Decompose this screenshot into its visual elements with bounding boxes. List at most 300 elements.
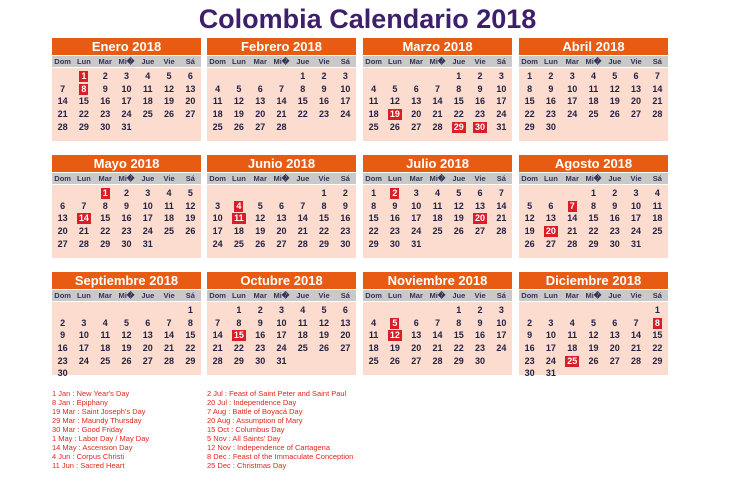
day-cell: 12 <box>524 213 535 224</box>
day-cell: 17 <box>142 213 153 224</box>
day-cell: 25 <box>100 355 111 366</box>
month-1 <box>52 38 201 141</box>
day-cell: 1 <box>654 305 660 315</box>
day-cell: 31 <box>121 121 132 132</box>
days-grid <box>519 185 668 250</box>
empty-cell <box>271 187 292 200</box>
day-cell: 21 <box>567 226 578 237</box>
weekday-label: Sá <box>185 291 195 300</box>
weekday-header <box>363 56 512 68</box>
weekday-label: Vie <box>318 174 330 183</box>
empty-cell <box>207 70 228 83</box>
day-cell: 7 <box>654 71 660 81</box>
holiday-entry: 5 Nov : All Saints' Day <box>207 434 281 443</box>
weekday-label: Lun <box>544 174 558 183</box>
day-cell: 5 <box>236 83 242 94</box>
empty-cell <box>116 304 137 317</box>
day-cell: 7 <box>166 317 172 328</box>
holiday-entry: 7 Aug : Battle of Boyacá Day <box>207 407 303 416</box>
day-cell: 22 <box>319 226 330 237</box>
weekday-label: Mar <box>98 291 112 300</box>
day-cell: 24 <box>212 238 223 249</box>
day-cell: 13 <box>631 83 642 94</box>
weekday-label: Vie <box>474 174 486 183</box>
day-cell: 8 <box>236 317 242 328</box>
month-8 <box>519 155 668 258</box>
day-cell: 27 <box>142 355 153 366</box>
day-cell: 15 <box>297 96 308 107</box>
day-cell: 3 <box>633 188 639 198</box>
weekday-label: Dom <box>521 291 538 300</box>
day-cell: 13 <box>276 213 287 224</box>
day-cell: 6 <box>60 200 66 211</box>
month-title: Junio 2018 <box>207 155 356 173</box>
day-cell: 28 <box>276 121 287 132</box>
day-cell: 5 <box>187 188 193 198</box>
day-cell: 27 <box>411 121 422 132</box>
page-title: Colombia Calendario 2018 <box>198 4 537 34</box>
day-cell: 18 <box>368 109 379 120</box>
day-cell: 11 <box>588 83 599 94</box>
day-cell: 18 <box>164 213 175 224</box>
day-cell: 10 <box>121 83 132 94</box>
day-cell: 21 <box>652 96 663 107</box>
weekday-header <box>52 56 201 68</box>
days-grid <box>363 68 512 133</box>
day-cell: 3 <box>342 71 348 81</box>
day-cell: 10 <box>631 200 642 211</box>
day-cell: 22 <box>652 343 663 354</box>
weekday-label: Dom <box>365 174 382 183</box>
month-10 <box>207 272 356 375</box>
day-cell: 21 <box>432 343 443 354</box>
day-cell: 5 <box>321 305 327 315</box>
day-cell: 27 <box>545 238 556 249</box>
day-cell: 23 <box>121 226 132 237</box>
day-cell: 23 <box>524 355 535 366</box>
empty-cell <box>363 304 384 317</box>
empty-cell <box>250 70 271 83</box>
day-cell: 17 <box>411 213 422 224</box>
day-cell: 1 <box>187 305 193 315</box>
day-cell: 10 <box>411 200 422 211</box>
day-cell: 30 <box>121 238 132 249</box>
empty-cell <box>427 304 448 317</box>
weekday-label: Mi� <box>273 57 290 66</box>
day-cell: 5 <box>166 71 172 81</box>
day-cell: 1 <box>527 71 533 81</box>
day-cell: 30 <box>609 238 620 249</box>
day-cell: 13 <box>57 213 68 224</box>
empty-cell <box>250 187 271 200</box>
holiday-day: 8 <box>81 83 87 94</box>
holiday-day: 20 <box>475 213 486 224</box>
weekday-label: Mi� <box>429 174 446 183</box>
day-cell: 26 <box>588 355 599 366</box>
day-cell: 14 <box>57 96 68 107</box>
day-cell: 23 <box>389 226 400 237</box>
day-cell: 1 <box>300 71 306 81</box>
day-cell: 24 <box>496 109 507 120</box>
weekday-label: Mi� <box>429 57 446 66</box>
day-cell: 29 <box>185 355 196 366</box>
weekday-label: Jue <box>608 291 622 300</box>
day-cell: 12 <box>233 96 244 107</box>
weekday-header <box>52 173 201 185</box>
day-cell: 1 <box>456 305 462 315</box>
holiday-entry: 2 Jul : Feast of Saint Peter and Saint Paul <box>207 389 347 398</box>
empty-cell <box>540 187 561 200</box>
weekday-label: Mar <box>253 291 267 300</box>
day-cell: 14 <box>567 213 578 224</box>
day-cell: 16 <box>57 343 68 354</box>
day-cell: 12 <box>609 83 620 94</box>
day-cell: 29 <box>652 355 663 366</box>
day-cell: 18 <box>233 226 244 237</box>
day-cell: 17 <box>496 96 507 107</box>
holiday-entry: 1 May : Labor Day / May Day <box>52 434 150 443</box>
day-cell: 10 <box>212 213 223 224</box>
day-cell: 25 <box>368 121 379 132</box>
day-cell: 6 <box>413 83 419 94</box>
empty-cell <box>384 70 405 83</box>
day-cell: 27 <box>276 238 287 249</box>
day-cell: 29 <box>78 121 89 132</box>
day-cell: 25 <box>588 109 599 120</box>
day-cell: 28 <box>78 238 89 249</box>
weekday-label: Dom <box>209 291 226 300</box>
day-cell: 19 <box>164 96 175 107</box>
holiday-day: 4 <box>236 200 242 211</box>
days-grid <box>52 302 201 380</box>
day-cell: 26 <box>524 238 535 249</box>
weekday-label: Mar <box>253 57 267 66</box>
holiday-day: 29 <box>453 121 464 132</box>
day-cell: 29 <box>100 238 111 249</box>
day-cell: 11 <box>432 200 443 211</box>
day-cell: 17 <box>340 96 351 107</box>
day-cell: 16 <box>545 96 556 107</box>
day-cell: 26 <box>389 355 400 366</box>
day-cell: 25 <box>164 226 175 237</box>
day-cell: 20 <box>340 330 351 341</box>
day-cell: 19 <box>609 96 620 107</box>
weekday-label: Mi� <box>585 291 602 300</box>
day-cell: 5 <box>392 83 398 94</box>
weekday-label: Mi� <box>273 174 290 183</box>
empty-cell <box>406 70 427 83</box>
weekday-label: Jue <box>141 174 155 183</box>
day-cell: 4 <box>590 71 596 81</box>
day-cell: 2 <box>60 317 66 328</box>
weekday-label: Vie <box>630 174 642 183</box>
weekday-label: Dom <box>209 174 226 183</box>
day-cell: 24 <box>496 343 507 354</box>
day-cell: 27 <box>631 109 642 120</box>
day-cell: 4 <box>371 83 377 94</box>
day-cell: 9 <box>392 200 398 211</box>
day-cell: 10 <box>276 317 287 328</box>
day-cell: 26 <box>255 238 266 249</box>
days-grid <box>52 68 201 133</box>
day-cell: 6 <box>413 317 419 328</box>
day-cell: 7 <box>215 317 221 328</box>
weekday-label: Mi� <box>273 291 290 300</box>
day-cell: 24 <box>142 226 153 237</box>
weekday-label: Jue <box>608 57 622 66</box>
day-cell: 2 <box>477 71 483 81</box>
empty-cell <box>562 187 583 200</box>
day-cell: 11 <box>100 330 110 341</box>
weekday-label: Lun <box>232 174 246 183</box>
day-cell: 12 <box>588 330 599 341</box>
empty-cell <box>52 187 73 200</box>
day-cell: 6 <box>342 305 348 315</box>
weekday-label: Vie <box>163 291 175 300</box>
day-cell: 20 <box>142 343 153 354</box>
day-cell: 6 <box>612 317 618 328</box>
weekday-label: Jue <box>296 57 310 66</box>
day-cell: 5 <box>123 317 129 328</box>
weekday-label: Dom <box>54 291 71 300</box>
day-cell: 14 <box>297 213 308 224</box>
day-cell: 10 <box>142 200 153 211</box>
weekday-label: Lun <box>544 57 558 66</box>
weekday-label: Jue <box>452 57 466 66</box>
weekday-label: Sá <box>340 57 350 66</box>
weekday-label: Sá <box>496 57 506 66</box>
day-cell: 28 <box>432 121 443 132</box>
day-cell: 10 <box>567 83 578 94</box>
empty-cell <box>562 304 583 317</box>
day-cell: 15 <box>78 96 89 107</box>
day-cell: 2 <box>527 317 533 328</box>
month-title: Mayo 2018 <box>52 155 201 173</box>
day-cell: 7 <box>633 317 639 328</box>
weekday-label: Dom <box>521 174 538 183</box>
day-cell: 18 <box>432 213 443 224</box>
day-cell: 11 <box>143 83 153 94</box>
day-cell: 28 <box>432 355 443 366</box>
day-cell: 9 <box>477 83 483 94</box>
day-cell: 28 <box>212 355 223 366</box>
weekday-label: Dom <box>365 291 382 300</box>
day-cell: 31 <box>276 355 287 366</box>
weekday-label: Sá <box>185 174 195 183</box>
days-grid <box>363 185 512 250</box>
day-cell: 1 <box>236 305 242 315</box>
month-4 <box>519 38 668 141</box>
day-cell: 31 <box>545 368 556 379</box>
day-cell: 12 <box>121 330 132 341</box>
day-cell: 8 <box>187 317 193 328</box>
day-cell: 10 <box>496 83 507 94</box>
weekday-label: Dom <box>209 57 226 66</box>
day-cell: 12 <box>255 213 266 224</box>
day-cell: 7 <box>300 200 306 211</box>
day-cell: 24 <box>545 355 556 366</box>
day-cell: 19 <box>453 213 464 224</box>
day-cell: 7 <box>81 200 87 211</box>
day-cell: 17 <box>545 343 556 354</box>
empty-cell <box>540 304 561 317</box>
month-12 <box>519 272 668 379</box>
day-cell: 24 <box>78 355 89 366</box>
day-cell: 11 <box>164 200 174 211</box>
day-cell: 29 <box>319 238 330 249</box>
empty-cell <box>73 187 94 200</box>
day-cell: 29 <box>368 238 379 249</box>
day-cell: 22 <box>297 109 308 120</box>
day-cell: 2 <box>257 305 263 315</box>
day-cell: 24 <box>121 109 132 120</box>
day-cell: 14 <box>496 200 507 211</box>
day-cell: 15 <box>588 213 599 224</box>
day-cell: 23 <box>609 226 620 237</box>
day-cell: 23 <box>255 343 266 354</box>
day-cell: 24 <box>340 109 351 120</box>
month-title: Abril 2018 <box>519 38 668 56</box>
day-cell: 9 <box>102 83 108 94</box>
day-cell: 23 <box>475 109 486 120</box>
weekday-label: Sá <box>340 291 350 300</box>
day-cell: 20 <box>57 226 68 237</box>
day-cell: 26 <box>389 121 400 132</box>
day-cell: 11 <box>298 317 308 328</box>
holiday-entry: 29 Mar : Maundy Thursday <box>52 416 142 425</box>
day-cell: 28 <box>496 226 507 237</box>
day-cell: 25 <box>297 343 308 354</box>
weekday-label: Mi� <box>585 57 602 66</box>
day-cell: 15 <box>524 96 535 107</box>
day-cell: 17 <box>567 96 578 107</box>
month-11 <box>363 272 512 375</box>
day-cell: 20 <box>411 109 422 120</box>
weekday-label: Jue <box>141 57 155 66</box>
day-cell: 27 <box>57 238 68 249</box>
day-cell: 12 <box>319 317 330 328</box>
weekday-label: Sá <box>652 291 662 300</box>
day-cell: 14 <box>631 330 642 341</box>
month-title: Enero 2018 <box>52 38 201 56</box>
day-cell: 23 <box>100 109 111 120</box>
day-cell: 20 <box>185 96 196 107</box>
day-cell: 28 <box>164 355 175 366</box>
day-cell: 30 <box>524 368 535 379</box>
day-cell: 19 <box>185 213 196 224</box>
day-cell: 21 <box>212 343 223 354</box>
day-cell: 24 <box>567 109 578 120</box>
weekday-label: Vie <box>630 291 642 300</box>
day-cell: 11 <box>368 330 379 341</box>
day-cell: 29 <box>524 121 535 132</box>
day-cell: 20 <box>276 226 287 237</box>
day-cell: 22 <box>185 343 196 354</box>
day-cell: 11 <box>652 200 663 211</box>
day-cell: 14 <box>164 330 175 341</box>
day-cell: 15 <box>453 96 464 107</box>
day-cell: 10 <box>340 83 351 94</box>
weekday-label: Lun <box>77 174 91 183</box>
weekday-label: Dom <box>54 57 71 66</box>
day-cell: 11 <box>567 330 577 341</box>
day-cell: 9 <box>527 330 533 341</box>
weekday-label: Mi� <box>429 291 446 300</box>
days-grid <box>207 185 356 250</box>
day-cell: 28 <box>297 238 308 249</box>
holiday-day: 25 <box>567 355 578 366</box>
day-cell: 13 <box>545 213 556 224</box>
day-cell: 26 <box>185 226 196 237</box>
day-cell: 29 <box>453 355 464 366</box>
day-cell: 10 <box>78 330 89 341</box>
weekday-label: Lun <box>388 174 402 183</box>
day-cell: 22 <box>524 109 535 120</box>
weekday-label: Vie <box>163 57 175 66</box>
month-6 <box>207 155 356 258</box>
day-cell: 19 <box>319 330 330 341</box>
day-cell: 3 <box>215 200 221 211</box>
day-cell: 3 <box>123 71 129 81</box>
day-cell: 8 <box>527 83 533 94</box>
day-cell: 21 <box>297 226 308 237</box>
day-cell: 26 <box>453 226 464 237</box>
empty-cell <box>625 304 646 317</box>
holiday-day: 11 <box>234 213 244 224</box>
day-cell: 20 <box>411 343 422 354</box>
day-cell: 3 <box>81 317 87 328</box>
day-cell: 15 <box>453 330 464 341</box>
day-cell: 10 <box>545 330 556 341</box>
day-cell: 20 <box>609 343 620 354</box>
holiday-day: 30 <box>475 121 486 132</box>
days-grid <box>207 68 356 133</box>
weekday-label: Lun <box>388 291 402 300</box>
day-cell: 17 <box>78 343 89 354</box>
holiday-entry: 1 Jan : New Year's Day <box>52 389 130 398</box>
weekday-label: Mar <box>565 57 579 66</box>
weekday-label: Mar <box>253 174 267 183</box>
holiday-day: 19 <box>389 108 400 119</box>
day-cell: 16 <box>524 343 535 354</box>
day-cell: 5 <box>527 200 533 211</box>
day-cell: 14 <box>652 83 663 94</box>
day-cell: 30 <box>255 355 266 366</box>
day-cell: 17 <box>631 213 642 224</box>
day-cell: 2 <box>321 71 327 81</box>
day-cell: 15 <box>319 213 330 224</box>
day-cell: 6 <box>278 200 284 211</box>
day-cell: 13 <box>185 83 196 94</box>
day-cell: 4 <box>145 71 151 81</box>
day-cell: 23 <box>319 109 330 120</box>
empty-cell <box>271 70 292 83</box>
day-cell: 18 <box>100 343 111 354</box>
holiday-entry: 8 Dec : Feast of the Immaculate Conception <box>207 452 354 461</box>
day-cell: 9 <box>257 317 263 328</box>
day-cell: 3 <box>569 71 575 81</box>
empty-cell <box>292 187 313 200</box>
day-cell: 31 <box>496 121 507 132</box>
empty-cell <box>384 304 405 317</box>
day-cell: 27 <box>340 343 351 354</box>
empty-cell <box>137 304 158 317</box>
day-cell: 16 <box>609 213 620 224</box>
day-cell: 16 <box>340 213 351 224</box>
day-cell: 21 <box>78 226 89 237</box>
weekday-label: Lun <box>77 57 91 66</box>
holiday-entry: 30 Mar : Good Friday <box>52 425 123 434</box>
